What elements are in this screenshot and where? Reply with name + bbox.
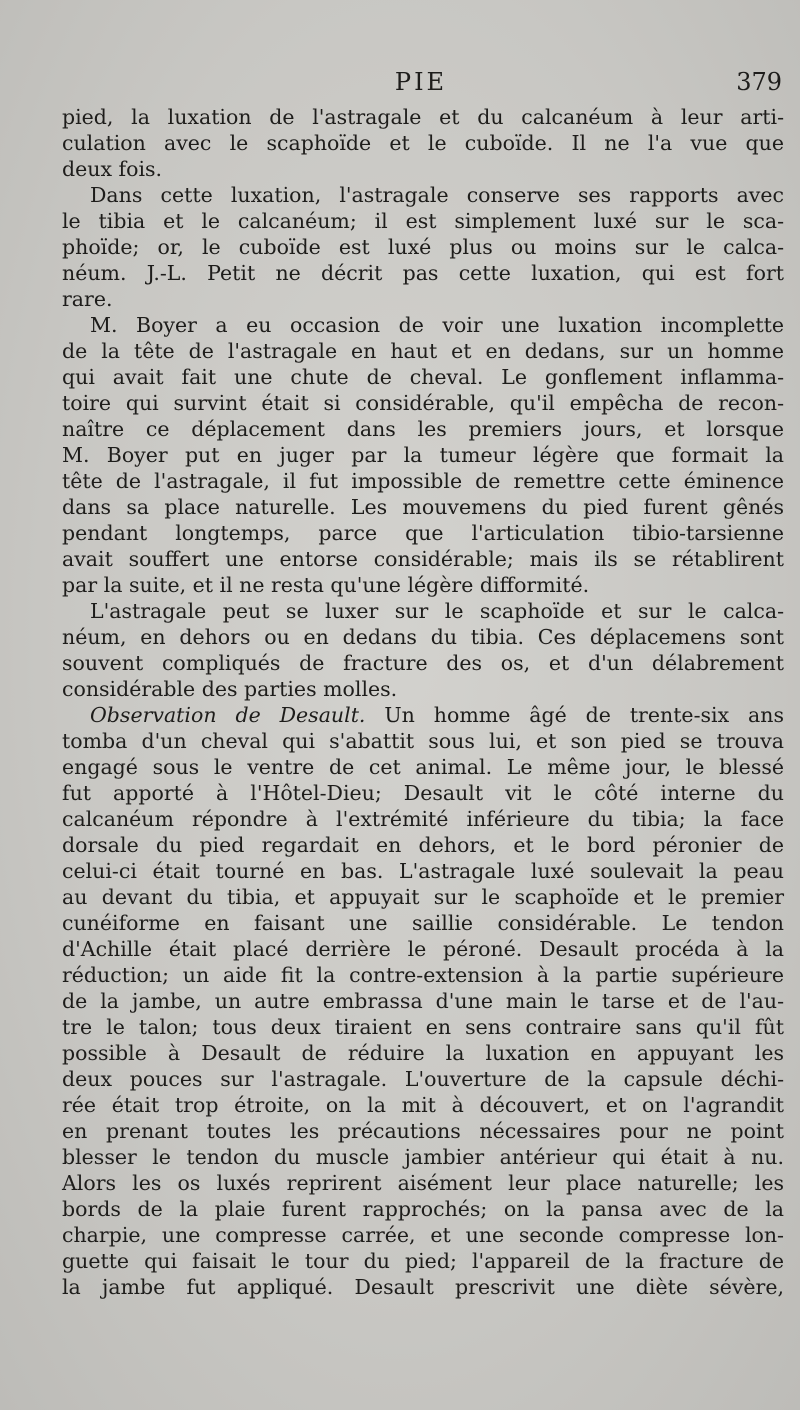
body-text [62,104,784,1300]
text-line: au devant du tibia, et appuyait sur le scaphoïde et le premier [62,885,784,909]
text-line: tre le talon; tous deux tiraient en sens contraire sans qu'il fût [62,1015,784,1039]
text-line: rée était trop étroite, on la mit à découvert, et on l'agrandit [62,1093,784,1117]
text-line: dorsale du pied regardait en dehors, et le bord péronier de [62,833,784,857]
text-line: en prenant toutes les précautions nécessaires pour ne point [62,1119,784,1143]
text-line: pied, la luxation de l'astragale et du calcanéum à leur arti- [62,105,784,129]
text-line: L'astragale peut se luxer sur le scaphoïde et sur le calca- [90,599,784,623]
text-line: toire qui survint était si considérable, qu'il empêcha de recon- [62,391,784,415]
text-line: cunéiforme en faisant une saillie considérable. Le tendon [62,911,784,935]
page-number: 379 [736,68,782,96]
text-line: tomba d'un cheval qui s'abattit sous lui, et son pied se trouva [62,729,784,753]
observation-heading: Observation de Desault. [90,703,366,727]
text-line: avait souffert une entorse considérable; mais ils se rétablirent [62,547,784,571]
text-line: néum, en dehors ou en dedans du tibia. Ces déplacemens sont [62,625,784,649]
text-line: engagé sous le ventre de cet animal. Le même jour, le blessé [62,755,784,779]
text-line: d'Achille était placé derrière le péroné. Desault procéda à la [62,937,784,961]
text-line: qui avait fait une chute de cheval. Le gonflement inflamma- [62,365,784,389]
text-line: de la tête de l'astragale en haut et en dedans, sur un homme [62,339,784,363]
text-line: deux fois. [62,157,163,181]
text-line: naître ce déplacement dans les premiers jours, et lorsque [62,417,784,441]
text-line: charpie, une compresse carrée, et une seconde compresse lon- [62,1223,784,1247]
text-line: pendant longtemps, parce que l'articulation tibio-tarsienne [62,521,784,545]
text-line: souvent compliqués de fracture des os, et d'un délabrement [62,651,784,675]
text-line: deux pouces sur l'astragale. L'ouverture de la capsule déchi- [62,1067,784,1091]
text-line: considérable des parties molles. [62,677,398,701]
text-line: phoïde; or, le cuboïde est luxé plus ou moins sur le calca- [62,235,784,259]
text-line: rare. [62,287,113,311]
text-line: possible à Desault de réduire la luxation en appuyant les [62,1041,784,1065]
page-header [60,68,782,108]
text-line: Dans cette luxation, l'astragale conserve ses rapports avec [90,183,784,207]
text-line: réduction; un aide fit la contre-extension à la partie supérieure [62,963,784,987]
text-line: tête de l'astragale, il fut impossible de remettre cette éminence [62,469,784,493]
text-line: néum. J.-L. Petit ne décrit pas cette luxation, qui est fort [62,261,784,285]
text-line: de la jambe, un autre embrassa d'une main le tarse et de l'au- [62,989,784,1013]
text-line: calcanéum répondre à l'extrémité inférieure du tibia; la face [62,807,784,831]
text-line: fut apporté à l'Hôtel-Dieu; Desault vit le côté interne du [62,781,784,805]
running-head: PIE [394,68,448,96]
text-line: M. Boyer a eu occasion de voir une luxation incomplette [90,313,784,337]
text-line: Observation de Desault. Un homme âgé de trente-six ans [90,703,784,727]
text-line: celui-ci était tourné en bas. L'astragale luxé soulevait la peau [62,859,784,883]
text-line: dans sa place naturelle. Les mouvemens du pied furent gênés [62,495,784,519]
text-line: la jambe fut appliqué. Desault prescrivit une diète sévère, [62,1275,784,1299]
text-line: Alors les os luxés reprirent aisément leur place naturelle; les [62,1171,784,1195]
text-line: par la suite, et il ne resta qu'une légère difformité. [62,573,590,597]
text-line: le tibia et le calcanéum; il est simplement luxé sur le sca- [62,209,784,233]
text-line: M. Boyer put en juger par la tumeur légère que formait la [62,443,784,467]
text-line: culation avec le scaphoïde et le cuboïde. Il ne l'a vue que [62,131,784,155]
text-line: blesser le tendon du muscle jambier antérieur qui était à nu. [62,1145,784,1169]
text-line: guette qui faisait le tour du pied; l'appareil de la fracture de [62,1249,784,1273]
text-line: bords de la plaie furent rapprochés; on la pansa avec de la [62,1197,784,1221]
